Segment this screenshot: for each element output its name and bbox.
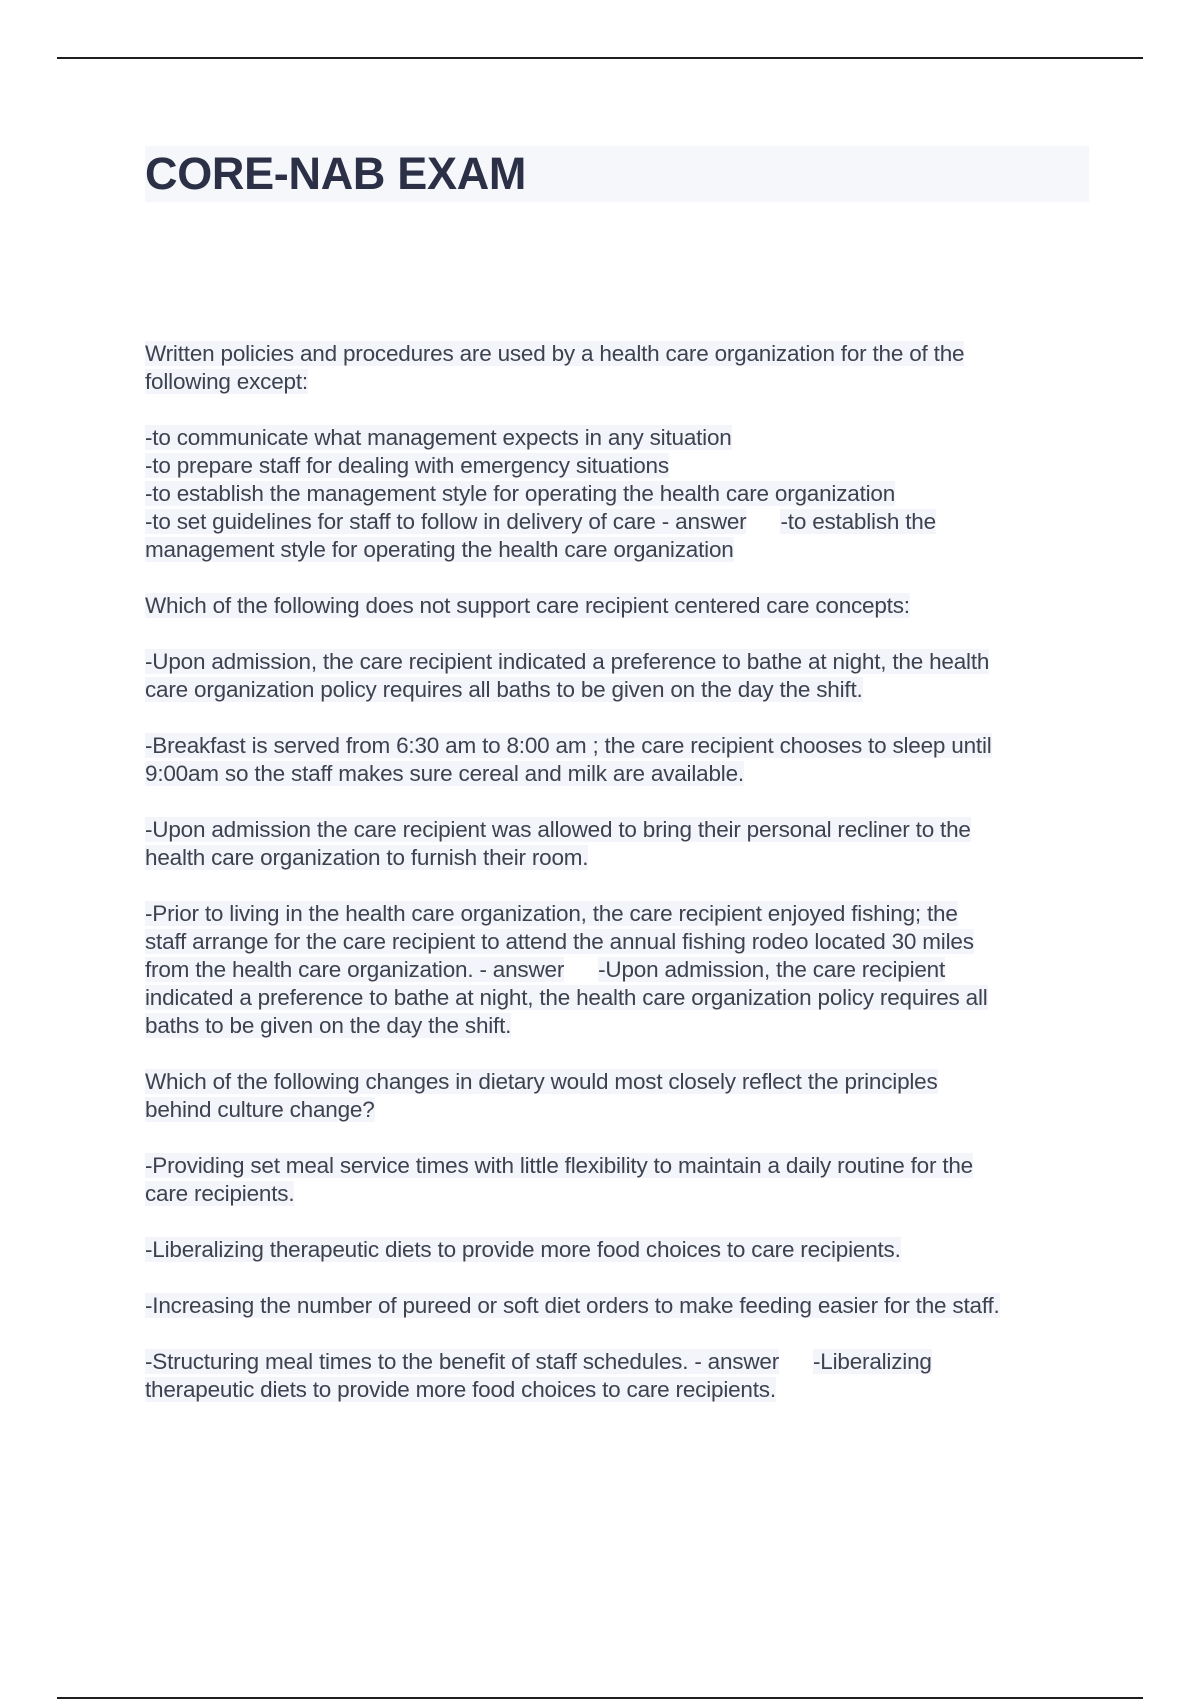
text-line: following except:	[145, 369, 308, 394]
answer-text: -Liberalizing	[813, 1349, 932, 1374]
option-line: -Prior to living in the health care organization, the care recipient enjoyed fishing; the	[145, 901, 958, 926]
top-divider	[57, 57, 1143, 59]
text-line: Written policies and procedures are used by a health care organization for the of the	[145, 341, 965, 366]
bottom-divider	[57, 1697, 1143, 1699]
option-line: -to communicate what management expects in any situation	[145, 425, 732, 450]
question-2-option-c	[145, 816, 1095, 872]
question-3-stem	[145, 1068, 1095, 1124]
option-line: from the health care organization. - answer	[145, 957, 565, 982]
option-line: -to prepare staff for dealing with emergency situations	[145, 453, 669, 478]
option-line: -Breakfast is served from 6:30 am to 8:00 am ; the care recipient chooses to sleep until	[145, 733, 992, 758]
option-line: health care organization to furnish their room.	[145, 845, 589, 870]
option-line: -Increasing the number of pureed or soft diet orders to make feeding easier for the staff.	[145, 1293, 1000, 1318]
answer-line: therapeutic diets to provide more food choices to care recipients.	[145, 1377, 776, 1402]
option-line: -Upon admission, the care recipient indicated a preference to bathe at night, the health	[145, 649, 990, 674]
answer-text: -Upon admission, the care recipient	[598, 957, 946, 982]
question-3-option-c	[145, 1292, 1095, 1320]
question-1-stem	[145, 340, 1095, 396]
question-3-option-b	[145, 1236, 1095, 1264]
option-line: 9:00am so the staff makes sure cereal and milk are available.	[145, 761, 744, 786]
option-line: -Liberalizing therapeutic diets to provide more food choices to care recipients.	[145, 1237, 901, 1262]
question-3-option-a	[145, 1152, 1095, 1208]
option-line: -Providing set meal service times with little flexibility to maintain a daily routine for the	[145, 1153, 973, 1178]
option-line: staff arrange for the care recipient to attend the annual fishing rodeo located 30 miles	[145, 929, 974, 954]
question-2-stem	[145, 592, 1095, 620]
option-line: -Upon admission the care recipient was allowed to bring their personal recliner to the	[145, 817, 971, 842]
document-body	[145, 340, 1095, 1432]
question-3-option-d	[145, 1348, 1095, 1404]
text-line: Which of the following does not support care recipient centered care concepts:	[145, 593, 910, 618]
option-line: -Structuring meal times to the benefit of staff schedules. - answer	[145, 1349, 779, 1374]
document-title: CORE-NAB EXAM	[145, 148, 527, 199]
option-line: -to establish the management style for operating the health care organization	[145, 481, 896, 506]
answer-text: -to establish the	[780, 509, 936, 534]
answer-line: baths to be given on the day the shift.	[145, 1013, 512, 1038]
option-line: -to set guidelines for staff to follow in delivery of care - answer	[145, 509, 747, 534]
option-line: care recipients.	[145, 1181, 295, 1206]
text-line: behind culture change?	[145, 1097, 375, 1122]
question-2-option-a	[145, 648, 1095, 704]
question-2-option-d	[145, 900, 1095, 1040]
question-1-options	[145, 424, 1095, 564]
question-2-option-b	[145, 732, 1095, 788]
answer-line: management style for operating the health care organization	[145, 537, 734, 562]
answer-line: indicated a preference to bathe at night, the health care organization policy requires all	[145, 985, 988, 1010]
option-line: care organization policy requires all baths to be given on the day the shift.	[145, 677, 863, 702]
text-line: Which of the following changes in dietary would most closely reflect the principles	[145, 1069, 938, 1094]
